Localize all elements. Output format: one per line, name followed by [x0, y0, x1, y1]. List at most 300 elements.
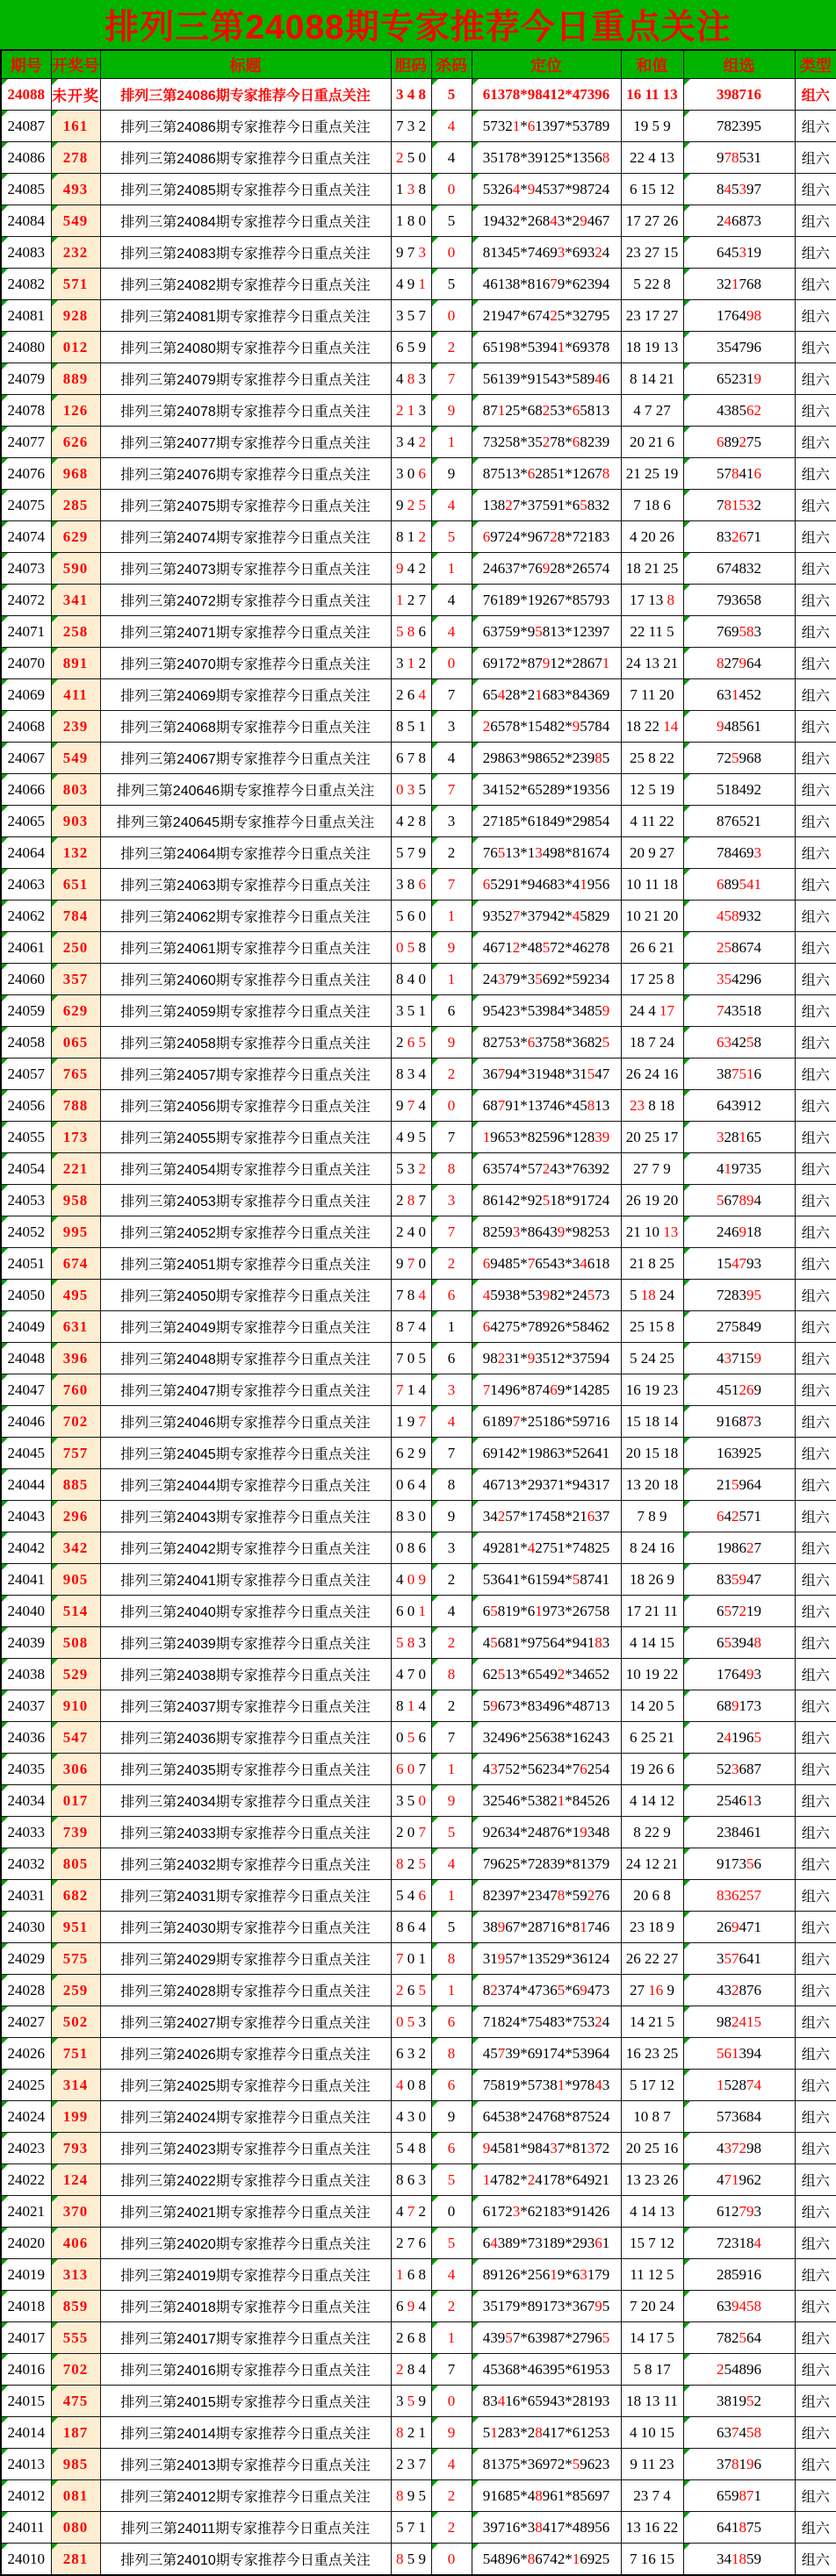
- cell-sum: 5 24 25: [621, 1343, 683, 1374]
- cell-type: 组六: [795, 2449, 836, 2480]
- highlighted-digit: 8: [396, 2486, 404, 2504]
- cell-result: 529: [51, 1659, 100, 1690]
- highlighted-digit: 1: [557, 1791, 566, 1809]
- col-header-result: 开奖号: [51, 50, 100, 79]
- cell-title: 排列三第24038期专家推荐今日重点关注: [100, 1659, 391, 1690]
- cell-period: 24027: [1, 2006, 51, 2038]
- highlighted-digit: 4: [550, 212, 558, 229]
- cell-title: 排列三第24081期专家推荐今日重点关注: [100, 300, 391, 332]
- cell-dan: 8 5 1: [391, 711, 431, 743]
- table-row: [1, 79, 836, 111]
- cell-period: 24035: [1, 1754, 51, 1785]
- cell-sum: 16 11 13: [621, 79, 683, 111]
- cell-position: 24637*76928*26574: [472, 553, 621, 585]
- cell-position: 81345*74693*69324: [472, 237, 621, 269]
- highlighted-digit: 4: [732, 1254, 739, 1272]
- highlighted-digit: 2: [550, 306, 558, 324]
- cell-position: 65291*94683*41956: [472, 869, 621, 901]
- highlighted-digit: 2: [717, 2360, 724, 2378]
- cell-group: 784693: [683, 837, 795, 869]
- cell-position: 87125*68253*65813: [472, 395, 621, 427]
- highlighted-digit: 8: [407, 1633, 415, 1651]
- cell-position: 94581*98437*81372: [472, 2133, 621, 2164]
- cell-group: 641875: [683, 2512, 795, 2544]
- cell-dan: 2 6 5: [391, 1975, 431, 2006]
- cell-type: 组六: [795, 585, 836, 616]
- highlighted-digit: 1: [663, 717, 671, 735]
- cell-position: 95423*53984*34859: [472, 995, 621, 1027]
- cell-kill: 9: [431, 2101, 472, 2133]
- cell-position: 57321*61397*53789: [472, 111, 621, 142]
- cell-period: 24036: [1, 1722, 51, 1754]
- cell-group: 631452: [683, 679, 795, 711]
- cell-type: 组六: [795, 174, 836, 205]
- cell-group: 689275: [683, 427, 795, 458]
- table-row: [1, 806, 836, 837]
- cell-dan: 4 9 5: [391, 1122, 431, 1153]
- highlighted-digit: 3: [595, 1128, 602, 1145]
- highlighted-digit: 3: [490, 1760, 498, 1777]
- highlighted-digit: 5: [724, 907, 732, 924]
- cell-position: 83416*65943*28193: [472, 2386, 621, 2417]
- highlighted-digit: 2: [418, 433, 426, 450]
- highlighted-digit: 9: [746, 1191, 754, 1209]
- highlighted-digit: 1: [407, 654, 415, 671]
- highlighted-digit: 8: [732, 148, 739, 166]
- cell-result: 396: [51, 1343, 100, 1374]
- cell-kill: 6: [431, 995, 472, 1027]
- cell-dan: 9 2 5: [391, 490, 431, 521]
- cell-result: 314: [51, 2070, 100, 2101]
- highlighted-digit: 4: [724, 180, 732, 197]
- cell-sum: 18 7 24: [621, 1027, 683, 1058]
- cell-position: 75819*57381*97843: [472, 2070, 621, 2101]
- cell-sum: 15 7 12: [621, 2228, 683, 2259]
- cell-sum: 12 5 19: [621, 774, 683, 806]
- cell-result: 571: [51, 269, 100, 300]
- highlighted-digit: 4: [572, 907, 580, 924]
- cell-type: 组六: [795, 1090, 836, 1122]
- highlighted-digit: 4: [497, 685, 506, 703]
- table-row: [1, 1090, 836, 1122]
- highlighted-digit: 9: [527, 1349, 536, 1367]
- table-row: [1, 1343, 836, 1374]
- highlighted-digit: 5: [739, 496, 746, 513]
- cell-title: 排列三第24043期专家推荐今日重点关注: [100, 1501, 391, 1532]
- highlighted-digit: 2: [587, 1886, 595, 1904]
- cell-type: 组六: [795, 269, 836, 300]
- cell-kill: 7: [431, 774, 472, 806]
- table-row: [1, 616, 836, 648]
- cell-result: 508: [51, 1627, 100, 1659]
- cell-group: 398716: [683, 79, 795, 111]
- highlighted-digit: 8: [648, 1286, 656, 1303]
- highlighted-digit: 7: [418, 1823, 426, 1841]
- cell-dan: 8 9 5: [391, 2480, 431, 2512]
- cell-title: 排列三第24011期专家推荐今日重点关注: [100, 2512, 391, 2544]
- cell-group: 643912: [683, 1090, 795, 1122]
- cell-period: 24050: [1, 1280, 51, 1311]
- cell-group: 387516: [683, 1058, 795, 1090]
- highlighted-digit: 5: [717, 2044, 724, 2062]
- cell-sum: 8 22 9: [621, 1817, 683, 1848]
- cell-kill: 4: [431, 2259, 472, 2291]
- highlighted-digit: 8: [753, 1633, 761, 1651]
- table-row: [1, 174, 836, 205]
- table-row: [1, 332, 836, 363]
- cell-kill: 0: [431, 237, 472, 269]
- cell-type: 组六: [795, 2512, 836, 2544]
- col-header-kill: 杀码: [431, 50, 472, 79]
- cell-kill: 2: [431, 2480, 472, 2512]
- cell-type: 组六: [795, 1153, 836, 1185]
- highlighted-digit: 8: [535, 2486, 543, 2504]
- cell-position: 45938*53982*24573: [472, 1280, 621, 1311]
- highlighted-digit: 8: [724, 496, 732, 513]
- highlighted-digit: 9: [580, 1823, 587, 1841]
- highlighted-digit: 6: [418, 875, 426, 893]
- cell-result: 891: [51, 648, 100, 679]
- cell-title: 排列三第24031期专家推荐今日重点关注: [100, 1880, 391, 1912]
- cell-dan: 2 4 0: [391, 1216, 431, 1248]
- cell-sum: 20 21 6: [621, 427, 683, 458]
- cell-title: 排列三第24053期专家推荐今日重点关注: [100, 1185, 391, 1216]
- cell-title: 排列三第24058期专家推荐今日重点关注: [100, 1027, 391, 1058]
- cell-position: 59673*83496*48713: [472, 1690, 621, 1722]
- cell-title: 排列三第24064期专家推荐今日重点关注: [100, 837, 391, 869]
- highlighted-digit: 2: [407, 496, 415, 513]
- highlighted-digit: 6: [587, 1507, 595, 1525]
- cell-kill: 4: [431, 585, 472, 616]
- highlighted-digit: 8: [746, 622, 754, 640]
- cell-type: 组六: [795, 2480, 836, 2512]
- cell-kill: 9: [431, 2417, 472, 2449]
- highlighted-digit: 3: [535, 843, 543, 861]
- cell-result: 951: [51, 1912, 100, 1943]
- cell-dan: 2 8 4: [391, 2354, 431, 2386]
- cell-kill: 5: [431, 521, 472, 553]
- cell-position: 73258*35278*68239: [472, 427, 621, 458]
- cell-dan: 8 2 5: [391, 1848, 431, 1880]
- cell-result: 885: [51, 1469, 100, 1501]
- cell-result: 702: [51, 2354, 100, 2386]
- cell-sum: 23 18 9: [621, 1912, 683, 1943]
- cell-result: 629: [51, 521, 100, 553]
- cell-title: 排列三第24013期专家推荐今日重点关注: [100, 2449, 391, 2480]
- cell-position: 82753*63758*36825: [472, 1027, 621, 1058]
- highlighted-digit: 4: [739, 2013, 746, 2030]
- cell-position: 69172*87912*28671: [472, 648, 621, 679]
- highlighted-digit: 5: [732, 1570, 739, 1588]
- highlighted-digit: 3: [587, 2139, 595, 2156]
- highlighted-digit: 8: [753, 2423, 761, 2441]
- table-row: [1, 1880, 836, 1912]
- cell-kill: 0: [431, 1090, 472, 1122]
- highlighted-digit: 1: [648, 1981, 656, 1998]
- highlighted-digit: 7: [753, 1886, 761, 1904]
- cell-result: 250: [51, 932, 100, 964]
- cell-result: 065: [51, 1027, 100, 1058]
- highlighted-digit: 0: [407, 1760, 415, 1777]
- highlighted-digit: 2: [595, 2013, 602, 2030]
- cell-result: 342: [51, 1532, 100, 1564]
- cell-position: 51283*28417*61253: [472, 2417, 621, 2449]
- cell-type: 组六: [795, 1501, 836, 1532]
- cell-title: 排列三第24040期专家推荐今日重点关注: [100, 1596, 391, 1627]
- cell-period: 24078: [1, 395, 51, 427]
- highlighted-digit: 9: [739, 1570, 746, 1588]
- cell-kill: 6: [431, 2070, 472, 2101]
- cell-title: 排列三第24035期专家推荐今日重点关注: [100, 1754, 391, 1785]
- highlighted-digit: 8: [717, 1886, 724, 1904]
- cell-group: 769583: [683, 616, 795, 648]
- highlighted-digit: 5: [602, 1033, 610, 1051]
- cell-period: 24026: [1, 2038, 51, 2070]
- cell-title: 排列三第24077期专家推荐今日重点关注: [100, 427, 391, 458]
- cell-dan: 0 5 6: [391, 1722, 431, 1754]
- cell-kill: 2: [431, 1690, 472, 1722]
- cell-position: 81375*36972*59623: [472, 2449, 621, 2480]
- cell-title: 排列三第24055期专家推荐今日重点关注: [100, 1122, 391, 1153]
- cell-dan: 8 3 0: [391, 1501, 431, 1532]
- table-row: [1, 2133, 836, 2164]
- cell-title: 排列三第24025期专家推荐今日重点关注: [100, 2070, 391, 2101]
- highlighted-digit: 2: [542, 401, 551, 419]
- highlighted-digit: 5: [572, 2455, 580, 2472]
- table-row: [1, 1374, 836, 1406]
- cell-position: 76189*19267*85793: [472, 585, 621, 616]
- highlighted-digit: 7: [724, 2171, 732, 2188]
- cell-group: 781532: [683, 490, 795, 521]
- cell-result: 475: [51, 2386, 100, 2417]
- highlighted-digit: 9: [739, 1223, 746, 1240]
- cell-result: 968: [51, 458, 100, 490]
- highlighted-digit: 4: [753, 2234, 761, 2251]
- cell-kill: 5: [431, 2228, 472, 2259]
- highlighted-digit: 5: [407, 1728, 415, 1746]
- highlighted-digit: 7: [407, 2202, 415, 2220]
- cell-sum: 4 14 13: [621, 2196, 683, 2228]
- table-row: [1, 2228, 836, 2259]
- cell-group: 723184: [683, 2228, 795, 2259]
- cell-type: 组六: [795, 427, 836, 458]
- table-row: [1, 1153, 836, 1185]
- highlighted-digit: 0: [396, 938, 404, 956]
- cell-kill: 2: [431, 332, 472, 363]
- highlighted-digit: 9: [717, 717, 724, 735]
- cell-sum: 16 19 23: [621, 1374, 683, 1406]
- cell-result: 903: [51, 806, 100, 837]
- cell-result: 739: [51, 1817, 100, 1848]
- cell-period: 24082: [1, 269, 51, 300]
- cell-group: 523687: [683, 1754, 795, 1785]
- highlighted-digit: 4: [595, 2076, 602, 2093]
- cell-kill: 4: [431, 1848, 472, 1880]
- cell-result: 803: [51, 774, 100, 806]
- highlighted-digit: 3: [717, 1128, 724, 1145]
- cell-dan: 5 6 0: [391, 901, 431, 932]
- cell-sum: 20 6 8: [621, 1880, 683, 1912]
- highlighted-digit: 3: [739, 243, 746, 261]
- cell-title: 排列三第24061期专家推荐今日重点关注: [100, 932, 391, 964]
- cell-type: 组六: [795, 2006, 836, 2038]
- cell-group: 652319: [683, 363, 795, 395]
- cell-result: 未开奖: [51, 79, 100, 111]
- cell-position: 13827*37591*65832: [472, 490, 621, 521]
- cell-result: 995: [51, 1216, 100, 1248]
- highlighted-digit: 7: [717, 1001, 724, 1019]
- highlighted-digit: 4: [724, 1728, 732, 1746]
- cell-group: 578416: [683, 458, 795, 490]
- cell-kill: 1: [431, 1975, 472, 2006]
- cell-sum: 5 17 12: [621, 2070, 683, 2101]
- cell-period: 24055: [1, 1122, 51, 1153]
- highlighted-digit: 4: [753, 2076, 761, 2093]
- cell-sum: 14 20 5: [621, 1690, 683, 1722]
- cell-dan: 9 7 3: [391, 237, 431, 269]
- cell-sum: 18 22 14: [621, 711, 683, 743]
- highlighted-digit: 8: [667, 591, 674, 608]
- cell-period: 24059: [1, 995, 51, 1027]
- cell-kill: 0: [431, 174, 472, 205]
- cell-title: 排列三第24051期专家推荐今日重点关注: [100, 1248, 391, 1280]
- cell-dan: 1 2 7: [391, 585, 431, 616]
- cell-title: 排列三第24054期专家推荐今日重点关注: [100, 1153, 391, 1185]
- cell-result: 126: [51, 395, 100, 427]
- cell-kill: 4: [431, 1596, 472, 1627]
- cell-dan: 8 1 2: [391, 521, 431, 553]
- highlighted-digit: 5: [407, 938, 415, 956]
- cell-title: 排列三第24033期专家推荐今日重点关注: [100, 1817, 391, 1848]
- highlighted-digit: 3: [724, 1886, 732, 1904]
- cell-dan: 4 8 3: [391, 363, 431, 395]
- table-header-row: [1, 50, 836, 79]
- highlighted-digit: 1: [535, 1602, 543, 1619]
- cell-position: 39716*38417*48956: [472, 2512, 621, 2544]
- cell-title: 排列三第24072期专家推荐今日重点关注: [100, 585, 391, 616]
- cell-title: 排列三第24086期专家推荐今日重点关注: [100, 111, 391, 142]
- cell-result: 411: [51, 679, 100, 711]
- cell-title: 排列三第24047期专家推荐今日重点关注: [100, 1374, 391, 1406]
- cell-type: 组六: [795, 2354, 836, 2386]
- cell-result: 132: [51, 837, 100, 869]
- cell-period: 24029: [1, 1943, 51, 1975]
- highlighted-digit: 1: [535, 685, 543, 703]
- cell-group: 982415: [683, 2006, 795, 2038]
- cell-title: 排列三第24024期专家推荐今日重点关注: [100, 2101, 391, 2133]
- highlighted-digit: 9: [746, 2455, 754, 2472]
- cell-sum: 27 16 9: [621, 1975, 683, 2006]
- highlighted-digit: 2: [739, 2139, 746, 2156]
- cell-kill: 3: [431, 1374, 472, 1406]
- cell-period: 24031: [1, 1880, 51, 1912]
- cell-result: 313: [51, 2259, 100, 2291]
- cell-type: 组六: [795, 111, 836, 142]
- cell-sum: 10 19 22: [621, 1659, 683, 1690]
- cell-sum: 17 27 26: [621, 205, 683, 237]
- cell-result: 278: [51, 142, 100, 174]
- highlighted-digit: 1: [512, 117, 521, 134]
- table-row: [1, 1406, 836, 1438]
- highlighted-digit: 4: [418, 685, 426, 703]
- cell-type: 组六: [795, 395, 836, 427]
- cell-sum: 14 21 5: [621, 2006, 683, 2038]
- cell-period: 24061: [1, 932, 51, 964]
- cell-kill: 8: [431, 1943, 472, 1975]
- cell-position: 32496*25638*16243: [472, 1722, 621, 1754]
- highlighted-digit: 5: [724, 1633, 732, 1651]
- table-row: [1, 869, 836, 901]
- cell-dan: 1 9 7: [391, 1406, 431, 1438]
- cell-type: 组六: [795, 1469, 836, 1501]
- highlighted-digit: 2: [732, 1981, 739, 1998]
- cell-group: 254613: [683, 1785, 795, 1817]
- cell-type: 组六: [795, 1248, 836, 1280]
- cell-title: 排列三第24071期专家推荐今日重点关注: [100, 616, 391, 648]
- cell-period: 24018: [1, 2291, 51, 2322]
- cell-sum: 24 13 21: [621, 648, 683, 679]
- highlighted-digit: 2: [557, 1665, 566, 1683]
- cell-group: 653948: [683, 1627, 795, 1659]
- cell-position: 91685*48961*85697: [472, 2480, 621, 2512]
- cell-group: 518492: [683, 774, 795, 806]
- highlighted-digit: 3: [512, 1223, 521, 1240]
- highlighted-digit: 7: [497, 1065, 506, 1082]
- cell-dan: 9 4 2: [391, 553, 431, 585]
- highlighted-digit: 0: [396, 2013, 404, 2030]
- cell-dan: 4 9 1: [391, 269, 431, 300]
- cell-kill: 0: [431, 2544, 472, 2576]
- cell-position: 49281*42751*74825: [472, 1532, 621, 1564]
- cell-sum: 17 21 11: [621, 1596, 683, 1627]
- cell-group: 689173: [683, 1690, 795, 1722]
- table-row: [1, 553, 836, 585]
- cell-group: 659871: [683, 2480, 795, 2512]
- cell-position: 71496*87469*14285: [472, 1374, 621, 1406]
- cell-dan: 4 0 8: [391, 2070, 431, 2101]
- cell-kill: 7: [431, 363, 472, 395]
- highlighted-digit: 1: [557, 338, 566, 355]
- highlighted-digit: 7: [418, 1412, 426, 1430]
- cell-kill: 0: [431, 648, 472, 679]
- highlighted-digit: 1: [482, 2171, 491, 2188]
- cell-title: 排列三第24056期专家推荐今日重点关注: [100, 1090, 391, 1122]
- cell-sum: 8 14 21: [621, 363, 683, 395]
- highlighted-digit: 4: [418, 1286, 426, 1303]
- highlighted-digit: 5: [490, 1602, 498, 1619]
- cell-type: 组六: [795, 774, 836, 806]
- cell-kill: 4: [431, 616, 472, 648]
- highlighted-digit: 9: [418, 1570, 426, 1588]
- highlighted-digit: 3: [670, 1223, 679, 1240]
- highlighted-digit: 6: [482, 1317, 491, 1335]
- highlighted-digit: 1: [497, 401, 506, 419]
- cell-group: 381952: [683, 2386, 795, 2417]
- cell-type: 组六: [795, 679, 836, 711]
- cell-type: 组六: [795, 1564, 836, 1596]
- cell-dan: 1 6 8: [391, 2259, 431, 2291]
- cell-group: 835947: [683, 1564, 795, 1596]
- cell-group: 567894: [683, 1185, 795, 1216]
- highlighted-digit: 3: [724, 2139, 732, 2156]
- highlighted-digit: 9: [482, 2139, 491, 2156]
- cell-group: 432876: [683, 1975, 795, 2006]
- cell-title: 排列三第24083期专家推荐今日重点关注: [100, 237, 391, 269]
- highlighted-digit: 9: [746, 1665, 754, 1683]
- cell-type: 组六: [795, 1817, 836, 1848]
- cell-title: 排列三第24050期专家推荐今日重点关注: [100, 1280, 391, 1311]
- cell-dan: 2 6 8: [391, 2322, 431, 2354]
